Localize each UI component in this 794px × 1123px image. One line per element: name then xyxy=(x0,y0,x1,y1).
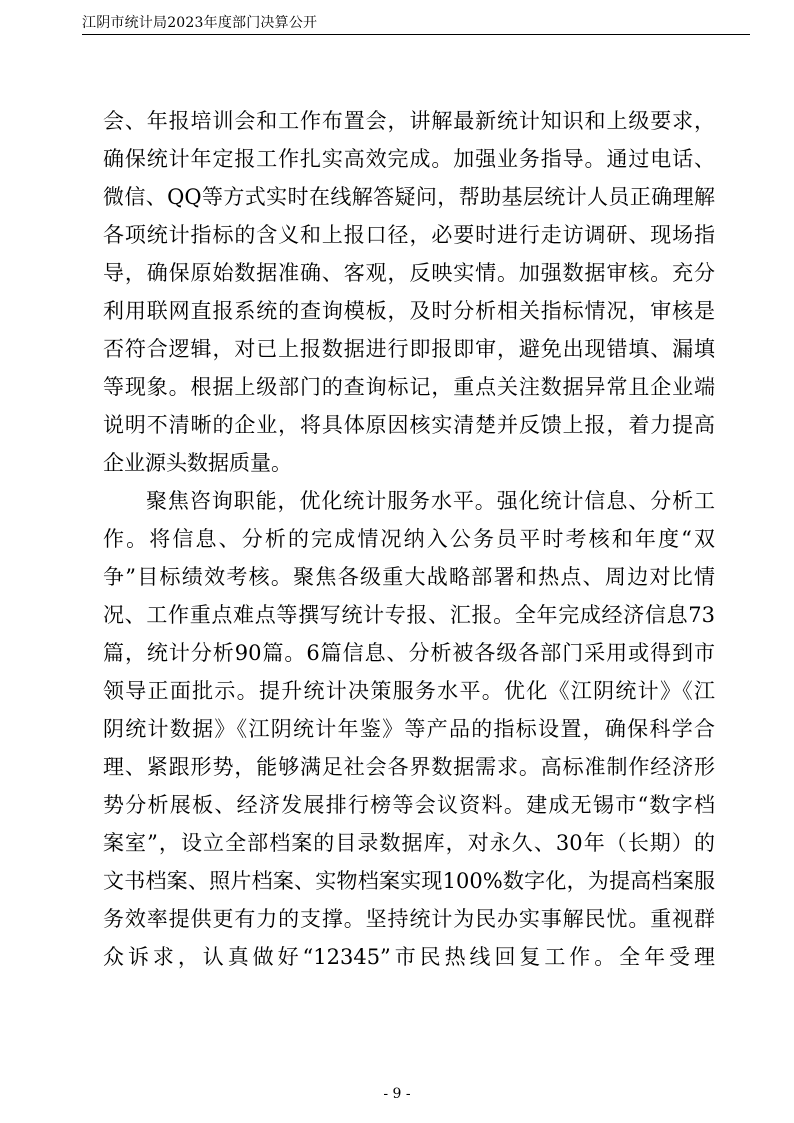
text-line: 导，确保原始数据准确、客观，反映实情。加强数据审核。充分 xyxy=(103,261,715,285)
text-line: 势分析展板、经济发展排行榜等会议资料。建成无锡市“数字档 xyxy=(103,793,715,817)
text-line: 确保统计年定报工作扎实高效完成。加强业务指导。通过电话、 xyxy=(103,147,715,171)
header-divider xyxy=(82,34,750,35)
text-line: 作。将信息、分析的完成情况纳入公务员平时考核和年度“双 xyxy=(103,527,715,551)
text-line: 理、紧跟形势，能够满足社会各界数据需求。高标准制作经济形 xyxy=(103,755,715,779)
text-line: 务效率提供更有力的支撑。坚持统计为民办实事解民忧。重视群 xyxy=(103,907,715,931)
text-line: 企业源头数据质量。 xyxy=(103,451,292,475)
page-header: 江阴市统计局2023年度部门决算公开 xyxy=(82,15,318,31)
body-text xyxy=(103,102,715,976)
text-line: 各项统计指标的含义和上报口径，必要时进行走访调研、现场指 xyxy=(103,223,715,247)
text-line: 等现象。根据上级部门的查询标记，重点关注数据异常且企业端 xyxy=(103,375,715,399)
text-line: 篇，统计分析90篇。6篇信息、分析被各级各部门采用或得到市 xyxy=(103,641,715,665)
text-line: 领导正面批示。提升统计决策服务水平。优化《江阴统计》《江 xyxy=(103,679,715,703)
text-line: 否符合逻辑，对已上报数据进行即报即审，避免出现错填、漏填 xyxy=(103,337,715,361)
page-number: - 9 - xyxy=(383,1086,411,1102)
text-line: 文书档案、照片档案、实物档案实现100%数字化，为提高档案服 xyxy=(103,869,715,893)
text-line: 况、工作重点难点等撰写统计专报、汇报。全年完成经济信息73 xyxy=(103,603,715,627)
text-line: 会、年报培训会和工作布置会，讲解最新统计知识和上级要求， xyxy=(103,109,715,133)
text-line: 争”目标绩效考核。聚焦各级重大战略部署和热点、周边对比情 xyxy=(103,565,715,589)
text-line: 阴统计数据》《江阴统计年鉴》等产品的指标设置，确保科学合 xyxy=(103,717,715,741)
text-line: 利用联网直报系统的查询模板，及时分析相关指标情况，审核是 xyxy=(103,299,715,323)
text-line: 众诉求，认真做好“12345”市民热线回复工作。全年受理 xyxy=(103,945,715,969)
text-line: 说明不清晰的企业，将具体原因核实清楚并反馈上报，着力提高 xyxy=(103,413,715,437)
paragraph-start-line: 聚焦咨询职能，优化统计服务水平。强化统计信息、分析工 xyxy=(146,489,715,513)
text-line: 微信、QQ等方式实时在线解答疑问，帮助基层统计人员正确理解 xyxy=(103,185,715,209)
text-line: 案室”，设立全部档案的目录数据库，对永久、30年（长期）的 xyxy=(103,831,715,855)
